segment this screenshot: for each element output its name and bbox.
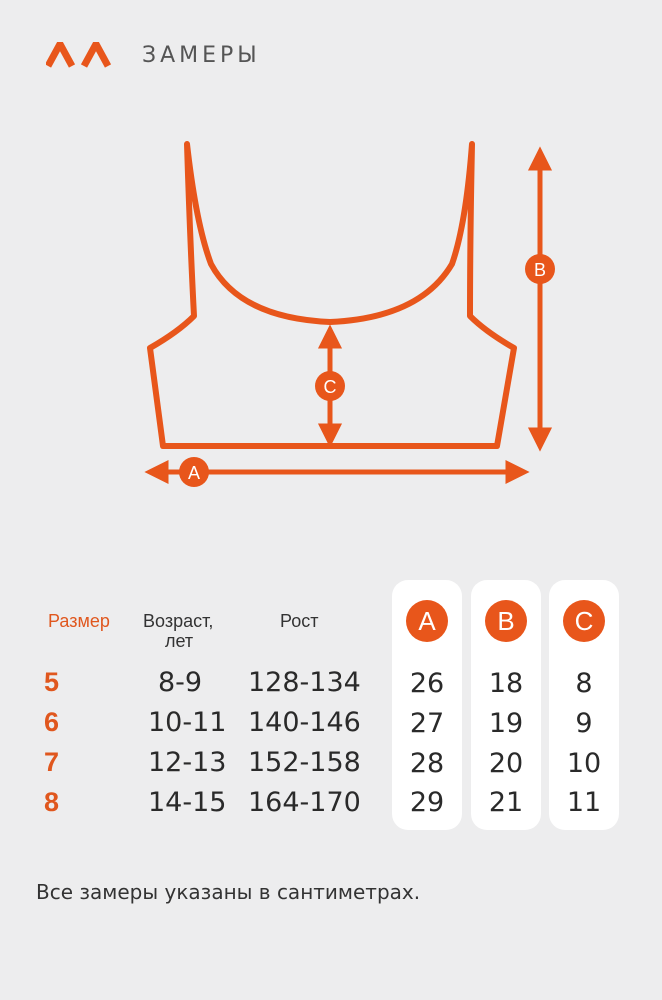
cell-c: 9 xyxy=(575,708,593,739)
cell-a: 27 xyxy=(409,708,445,739)
row-size: 7 xyxy=(44,747,60,777)
footnote: Все замеры указаны в сантиметрах. xyxy=(36,880,421,904)
header-size: Размер xyxy=(48,611,110,631)
header-age-line2: лет xyxy=(165,631,194,651)
dimension-b-label: B xyxy=(533,260,547,280)
cell-b: 19 xyxy=(488,708,524,739)
row-age: 12-13 xyxy=(148,747,227,778)
header-age-line1: Возраст, xyxy=(143,611,214,631)
column-c-badge: C xyxy=(563,600,605,642)
double-chevron-logo-icon xyxy=(46,42,112,68)
cell-c: 8 xyxy=(575,668,593,699)
column-b-badge: B xyxy=(485,600,527,642)
cell-a: 28 xyxy=(409,748,445,779)
dimension-c-label: C xyxy=(323,377,337,397)
row-height: 128-134 xyxy=(248,667,361,698)
row-age: 10-11 xyxy=(148,707,227,738)
row-height: 152-158 xyxy=(248,747,361,778)
row-height: 164-170 xyxy=(248,787,361,818)
row-height: 140-146 xyxy=(248,707,361,738)
page-header xyxy=(46,40,261,70)
cell-a: 26 xyxy=(409,668,445,699)
header-height: Рост xyxy=(280,611,319,631)
dimension-b-arrow xyxy=(532,152,548,446)
column-b-card xyxy=(471,580,541,830)
cell-b: 18 xyxy=(488,668,524,699)
column-c-card xyxy=(549,580,619,830)
row-size: 6 xyxy=(44,707,60,737)
row-size: 8 xyxy=(44,787,60,817)
page-title: ЗАМЕРЫ xyxy=(142,42,261,68)
column-a-badge: A xyxy=(406,600,448,642)
dimension-a-label: A xyxy=(187,463,201,483)
cell-b: 20 xyxy=(488,748,524,779)
garment-diagram xyxy=(0,120,662,500)
cell-c: 10 xyxy=(566,748,602,779)
cell-a: 29 xyxy=(409,787,445,818)
row-size: 5 xyxy=(44,667,60,697)
cell-c: 11 xyxy=(566,787,602,818)
row-age: 8-9 xyxy=(158,667,203,698)
column-a-card xyxy=(392,580,462,830)
row-age: 14-15 xyxy=(148,787,227,818)
cell-b: 21 xyxy=(488,787,524,818)
